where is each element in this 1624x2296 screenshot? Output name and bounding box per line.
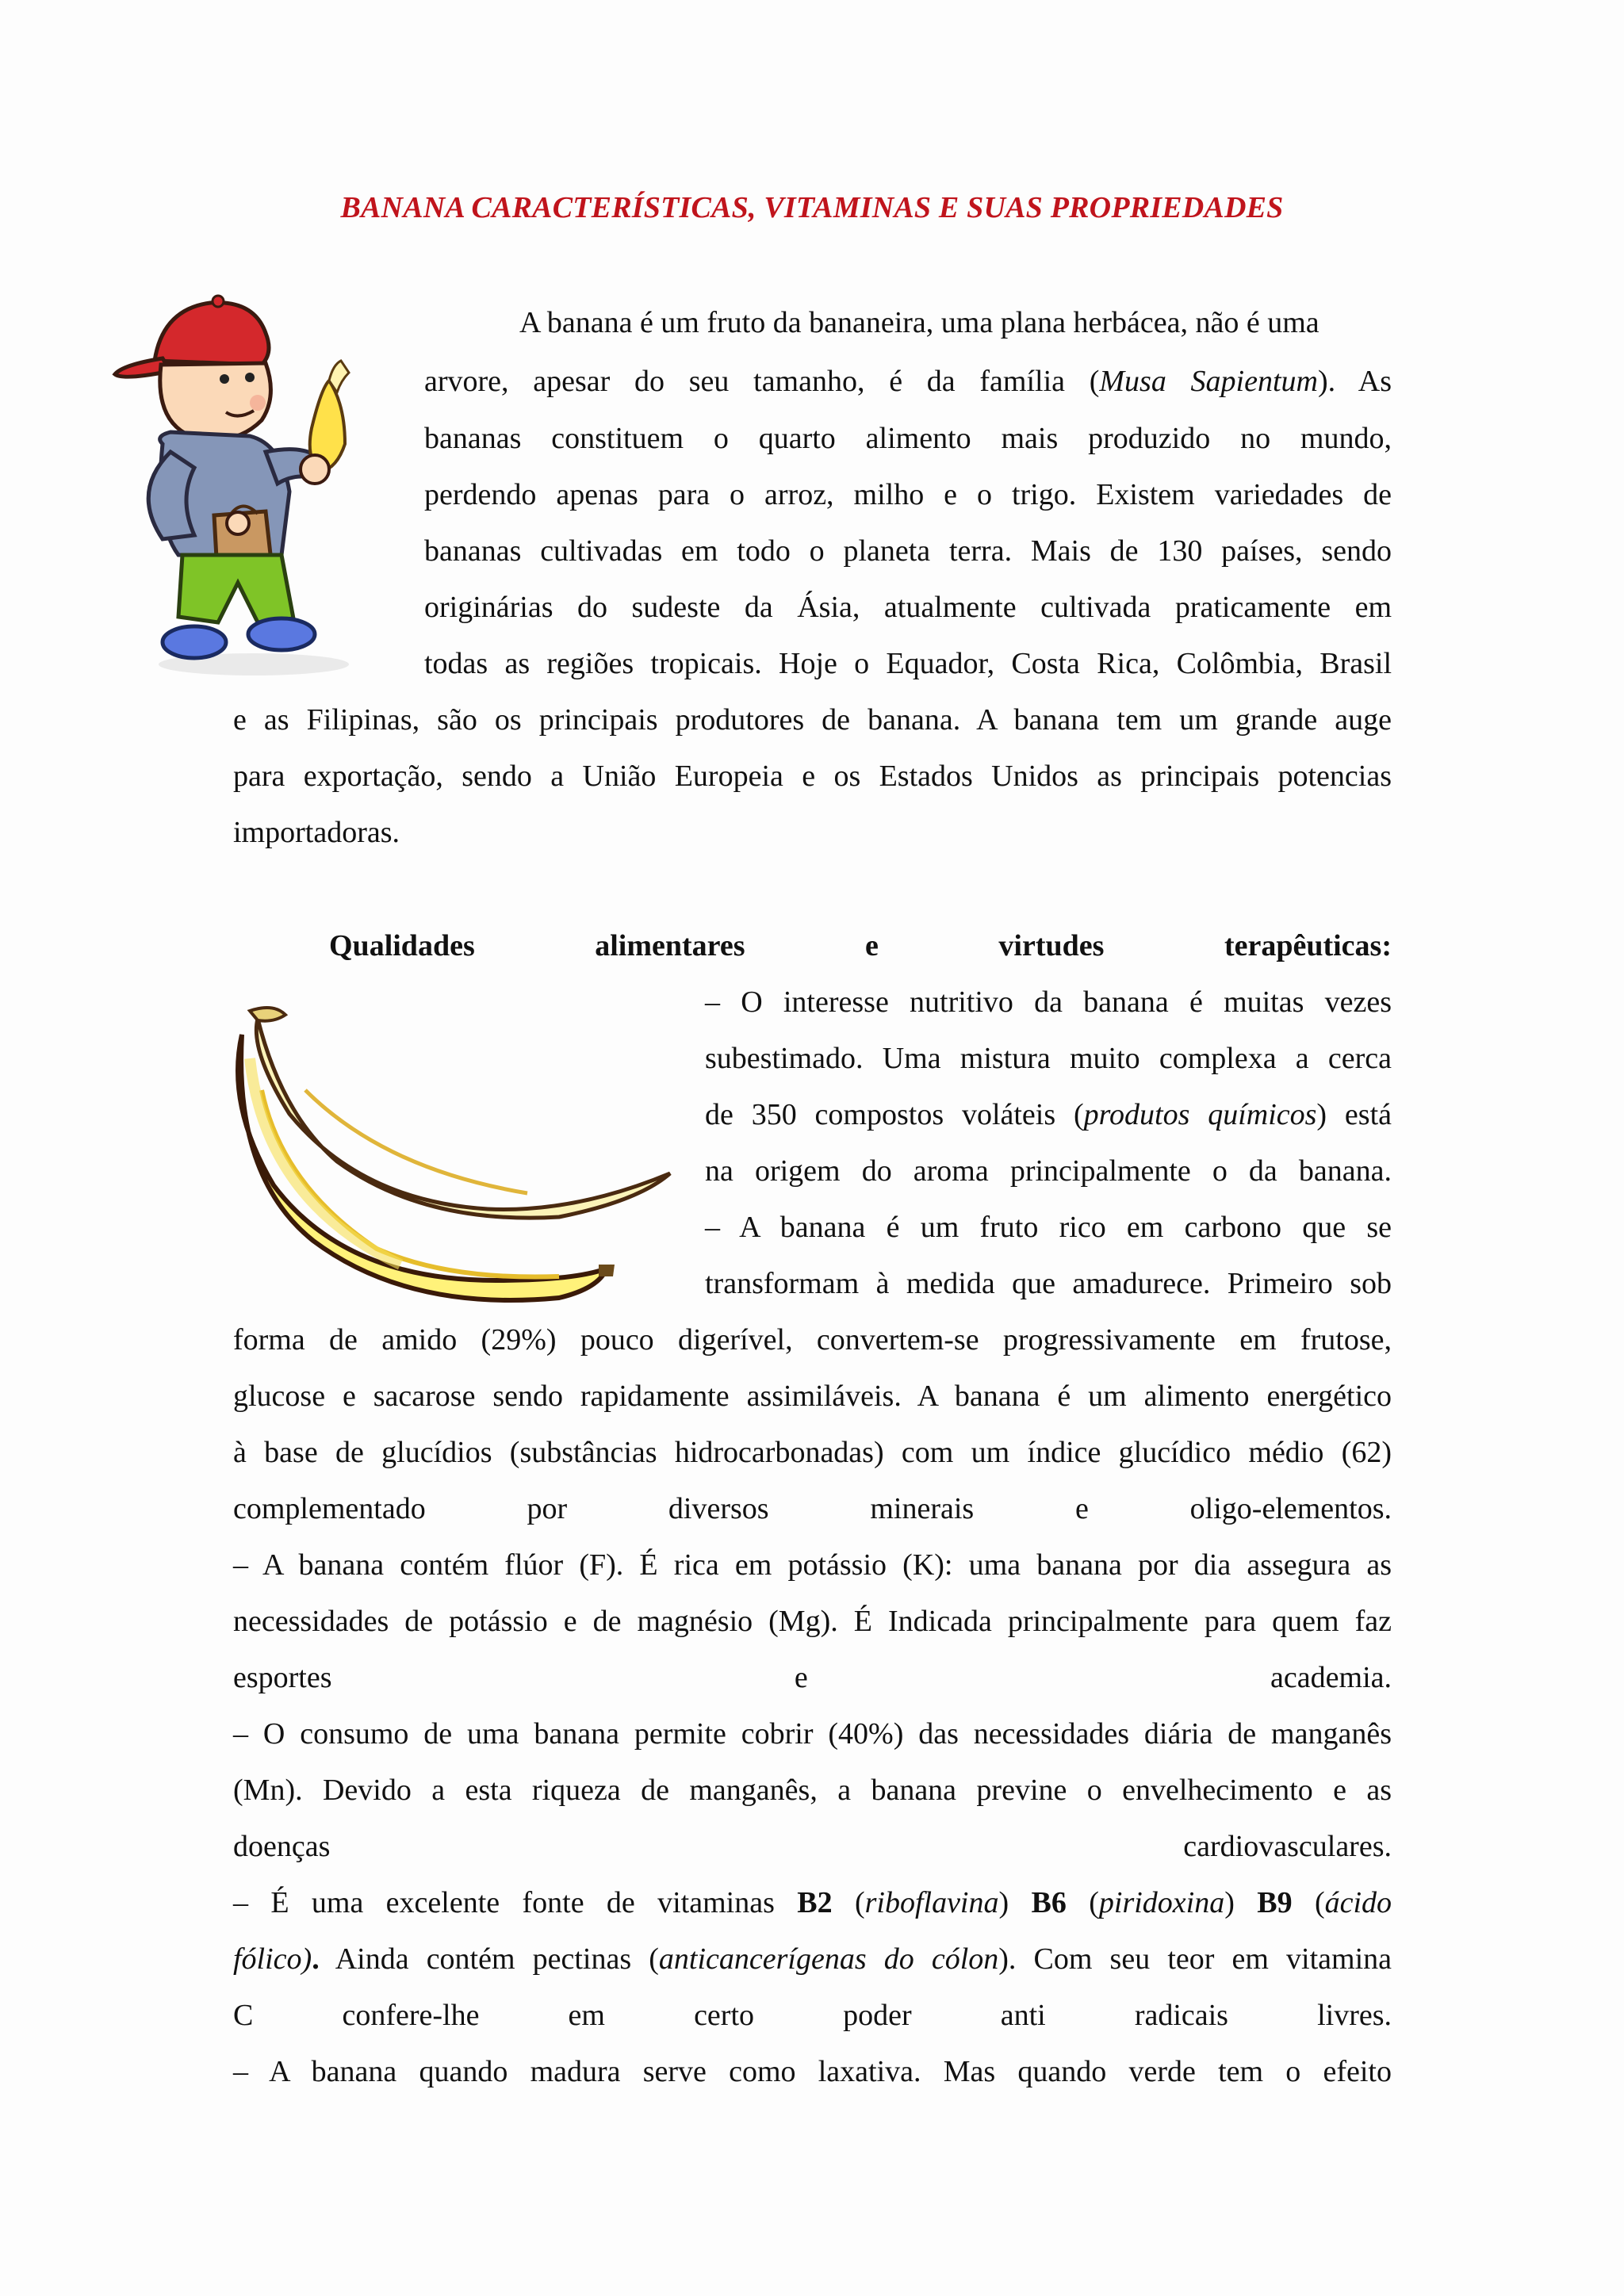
body-line-1: – O interesse nutritivo da banana é muitas vezes	[705, 985, 1392, 1019]
document-title: BANANA CARACTERÍSTICAS, VITAMINAS E SUAS PROPRIEDADES	[340, 191, 1284, 224]
intro-line-5: bananas cultivadas em todo o planeta terra. Mais de 130 países, sendo	[424, 534, 1392, 568]
vitamin-line-1: – É uma excelente fonte de vitaminas B2 (riboflavina) B6 (piridoxina) B9 (ácido	[233, 1886, 1392, 1919]
body-line-3: de 350 compostos voláteis (produtos químicos) está	[705, 1098, 1392, 1131]
intro-line-6: originárias do sudeste da Ásia, atualmente cultivada praticamente em	[424, 591, 1392, 624]
body-line-4: na origem do aroma principalmente o da banana.	[705, 1154, 1392, 1188]
body-line-13: esportes e academia.	[233, 1661, 1392, 1694]
body-line-7: forma de amido (29%) pouco digerível, convertem-se progressivamente em frutose,	[233, 1323, 1392, 1357]
intro-line-4: perdendo apenas para o arroz, milho e o trigo. Existem variedades de	[424, 478, 1392, 511]
body-line-11: – A banana contém flúor (F). É rica em potássio (K): uma banana por dia assegura as	[233, 1548, 1392, 1582]
body-line-5: – A banana é um fruto rico em carbono que se	[705, 1211, 1392, 1244]
intro-line-8: e as Filipinas, são os principais produtores de banana. A banana tem um grande auge	[233, 703, 1392, 737]
body-line-14: – O consumo de uma banana permite cobrir (40%) das necessidades diária de manganês	[233, 1717, 1392, 1751]
intro-line-9: para exportação, sendo a União Europeia e os Estados Unidos as principais potencias	[233, 760, 1392, 793]
body-line-12: necessidades de potássio e de magnésio (Mg). É Indicada principalmente para quem faz	[233, 1605, 1392, 1638]
vitamin-line-2: fólico). Ainda contém pectinas (anticancerígenas do cólon). Com seu teor em vitamina	[233, 1942, 1392, 1976]
banana-bunch-illustration	[226, 1003, 686, 1312]
body-line-16: doenças cardiovasculares.	[233, 1830, 1392, 1863]
section-heading: Qualidades alimentares e virtudes terapêuticas:	[329, 929, 1392, 962]
intro-line-10: importadoras.	[233, 816, 400, 849]
body-line-15: (Mn). Devido a esta riqueza de manganês, a banana previne o envelhecimento e as	[233, 1774, 1392, 1807]
intro-line-7: todas as regiões tropicais. Hoje o Equador, Costa Rica, Colômbia, Brasil	[424, 647, 1392, 680]
body-line-8: glucose e sacarose sendo rapidamente assimiláveis. A banana é um alimento energético	[233, 1380, 1392, 1413]
intro-line-2: arvore, apesar do seu tamanho, é da família (Musa Sapientum). As	[424, 365, 1392, 398]
body-line-2: subestimado. Uma mistura muito complexa a cerca	[705, 1042, 1392, 1075]
tail-line-1: C confere-lhe em certo poder anti radicais livres.	[233, 1999, 1392, 2032]
body-line-9: à base de glucídios (substâncias hidrocarbonadas) com um índice glucídico médio (62)	[233, 1436, 1392, 1469]
body-line-10: complementado por diversos minerais e oligo-elementos.	[233, 1492, 1392, 1525]
tail-line-2: – A banana quando madura serve como laxativa. Mas quando verde tem o efeito	[233, 2055, 1392, 2088]
intro-line-1: A banana é um fruto da bananeira, uma plana herbácea, não é uma	[519, 306, 1320, 339]
boy-eating-banana-illustration	[107, 285, 400, 682]
body-line-6: transformam à medida que amadurece. Primeiro sob	[705, 1267, 1392, 1300]
intro-line-3: bananas constituem o quarto alimento mais produzido no mundo,	[424, 422, 1392, 455]
